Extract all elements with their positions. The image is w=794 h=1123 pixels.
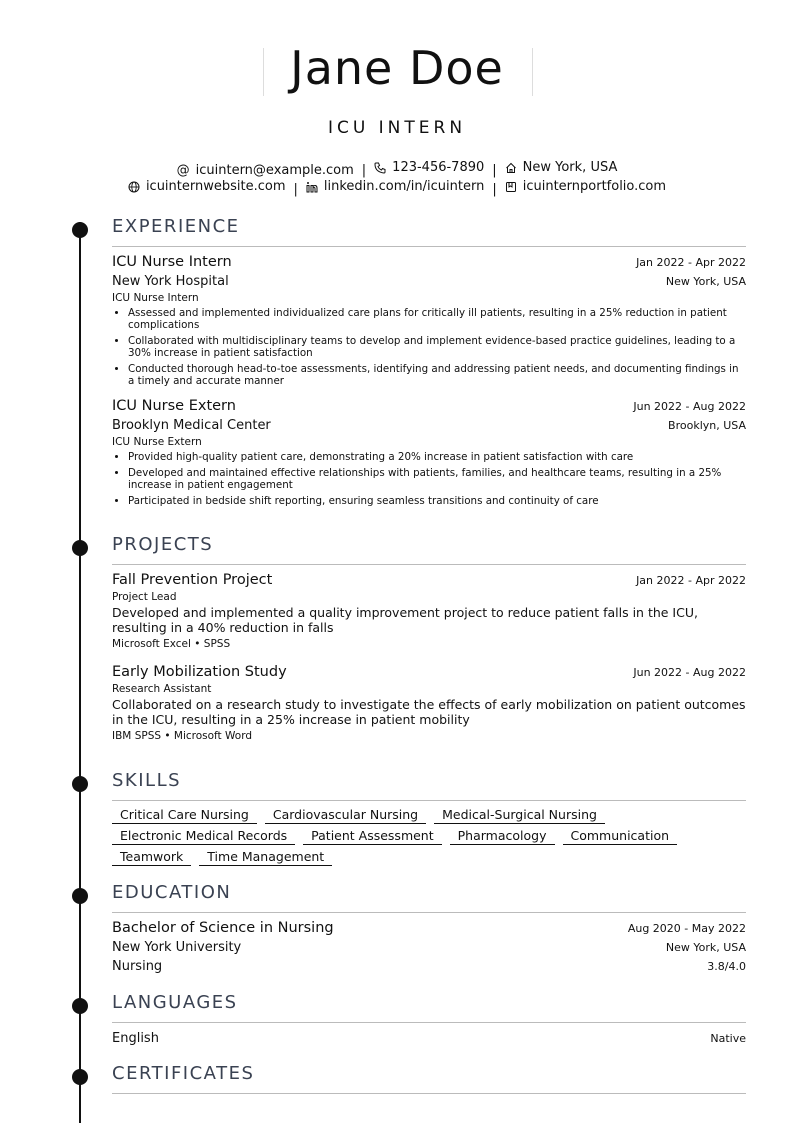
- timeline-line: [79, 222, 81, 1123]
- entry-location: New York, USA: [665, 941, 746, 954]
- contact-linkedin[interactable]: linkedin.com/in/icuintern: [306, 178, 484, 196]
- skill-tag: Time Management: [199, 849, 332, 866]
- entry-role: ICU Nurse Extern: [112, 436, 202, 448]
- entry-date: Jan 2022 - Apr 2022: [636, 256, 746, 269]
- section-divider: [112, 564, 746, 565]
- job-title: ICU INTERN: [327, 118, 467, 138]
- contact-email[interactable]: @ icuintern@example.com: [176, 163, 354, 178]
- bullet-item: • Developed and maintained effective relationships with patients, families, and healthcare teams, resulting in a 25% increase in patient engagement: [128, 467, 746, 491]
- portfolio-icon: [505, 181, 517, 193]
- contact-row-2: icuinternwebsite.com | linkedin.com/in/icuintern | icuinternportfolio.com: [0, 178, 794, 199]
- at-icon: @: [176, 163, 190, 178]
- projects-section: [112, 534, 746, 744]
- timeline-dot-projects: [72, 540, 88, 556]
- project-entry: [112, 663, 746, 744]
- project-entry: [112, 571, 746, 652]
- timeline-dot-languages: [72, 998, 88, 1014]
- bullet-item: • Provided high-quality patient care, demonstrating a 20% increase in patient satisfaction with care: [128, 451, 746, 463]
- entry-title: Early Mobilization Study: [112, 664, 287, 680]
- contact-portfolio[interactable]: icuinternportfolio.com: [505, 178, 666, 196]
- language-level: Native: [710, 1032, 746, 1045]
- timeline-dot-skills: [72, 776, 88, 792]
- skill-tag: Teamwork: [112, 849, 191, 866]
- skill-tag: Critical Care Nursing: [112, 807, 257, 824]
- entry-title: Fall Prevention Project: [112, 572, 273, 588]
- section-title: EXPERIENCE: [112, 216, 240, 237]
- contact-location: New York, USA: [505, 159, 618, 177]
- certificates-section: [112, 1063, 746, 1094]
- skill-tag: Patient Assessment: [303, 828, 441, 845]
- education-section: [112, 882, 746, 976]
- entry-date: Aug 2020 - May 2022: [627, 922, 746, 935]
- entry-location: Brooklyn, USA: [668, 419, 746, 432]
- timeline-dot-education: [72, 888, 88, 904]
- bullet-item: • Participated in bedside shift reporting, ensuring seamless transitions and continuity of care: [128, 495, 746, 507]
- section-title: LANGUAGES: [112, 992, 238, 1013]
- globe-icon: [128, 181, 140, 193]
- section-divider: [112, 912, 746, 913]
- entry-date: Jun 2022 - Aug 2022: [633, 400, 746, 413]
- skill-tag: Electronic Medical Records: [112, 828, 295, 845]
- education-field: Nursing: [112, 959, 163, 974]
- bullet-item: • Conducted thorough head-to-toe assessments, identifying and addressing patient needs, and documenting findings in a timely and accurate manner: [128, 363, 746, 387]
- section-title: EDUCATION: [112, 882, 232, 903]
- section-divider: [112, 1093, 746, 1094]
- project-tools: Microsoft Excel • SPSS: [112, 638, 231, 650]
- skill-tag: Medical-Surgical Nursing: [434, 807, 605, 824]
- education-gpa: 3.8/4.0: [707, 960, 746, 973]
- experience-section: [112, 216, 746, 511]
- page-title: Jane Doe: [290, 41, 504, 95]
- phone-icon: [374, 162, 386, 174]
- entry-organization: Brooklyn Medical Center: [112, 418, 271, 433]
- entry-title: Bachelor of Science in Nursing: [112, 920, 334, 936]
- timeline-dot-experience: [72, 222, 88, 238]
- project-description: Developed and implemented a quality improvement project to reduce patient falls in the ICU, resulting in a 40% reduction in falls: [112, 605, 698, 635]
- language-name: English: [112, 1031, 159, 1046]
- entry-location: New York, USA: [665, 275, 746, 288]
- section-divider: [112, 246, 746, 247]
- entry-role: Research Assistant: [112, 683, 212, 695]
- languages-section: [112, 992, 746, 1048]
- experience-entry: [112, 253, 746, 387]
- timeline-dot-certificates: [72, 1069, 88, 1085]
- contact-row-1: @ icuintern@example.com | 123-456-7890 | New York, USA: [176, 160, 618, 178]
- contact-website[interactable]: icuinternwebsite.com: [128, 178, 286, 196]
- project-description: Collaborated on a research study to investigate the effects of early mobilization on patient outcomes in the ICU, resulting in a 25% increase in patient mobility: [112, 697, 746, 727]
- skill-tag: Cardiovascular Nursing: [265, 807, 426, 824]
- entry-date: Jun 2022 - Aug 2022: [633, 666, 746, 679]
- section-title: SKILLS: [112, 770, 182, 791]
- bullet-item: • Assessed and implemented individualized care plans for critically ill patients, resulting in a 25% reduction in patient complications: [128, 307, 746, 331]
- bullet-item: • Collaborated with multidisciplinary teams to develop and implement evidence-based practice guidelines, leading to a 30% increase in patient satisfaction: [128, 335, 746, 359]
- project-tools: IBM SPSS • Microsoft Word: [112, 730, 253, 742]
- home-icon: [505, 162, 517, 174]
- bullet-list: [112, 451, 746, 507]
- entry-role: ICU Nurse Intern: [112, 292, 199, 304]
- skill-tag: Communication: [563, 828, 678, 845]
- skills-section: [112, 770, 746, 866]
- language-entry: [112, 1029, 746, 1048]
- entry-role: Project Lead: [112, 591, 177, 603]
- contact-phone[interactable]: 123-456-7890: [374, 159, 484, 177]
- section-title: PROJECTS: [112, 534, 214, 555]
- skill-tag: Pharmacology: [450, 828, 555, 845]
- entry-organization: New York University: [112, 940, 242, 955]
- bullet-list: [112, 307, 746, 387]
- experience-entry: [112, 397, 746, 507]
- linkedin-icon: [306, 181, 318, 193]
- skills-list: [112, 801, 746, 866]
- section-divider: [112, 1022, 746, 1023]
- entry-title: ICU Nurse Intern: [112, 254, 232, 270]
- entry-organization: New York Hospital: [112, 274, 229, 289]
- education-entry: [112, 919, 746, 976]
- entry-title: ICU Nurse Extern: [112, 398, 236, 414]
- entry-date: Jan 2022 - Apr 2022: [636, 574, 746, 587]
- section-title: CERTIFICATES: [112, 1063, 255, 1084]
